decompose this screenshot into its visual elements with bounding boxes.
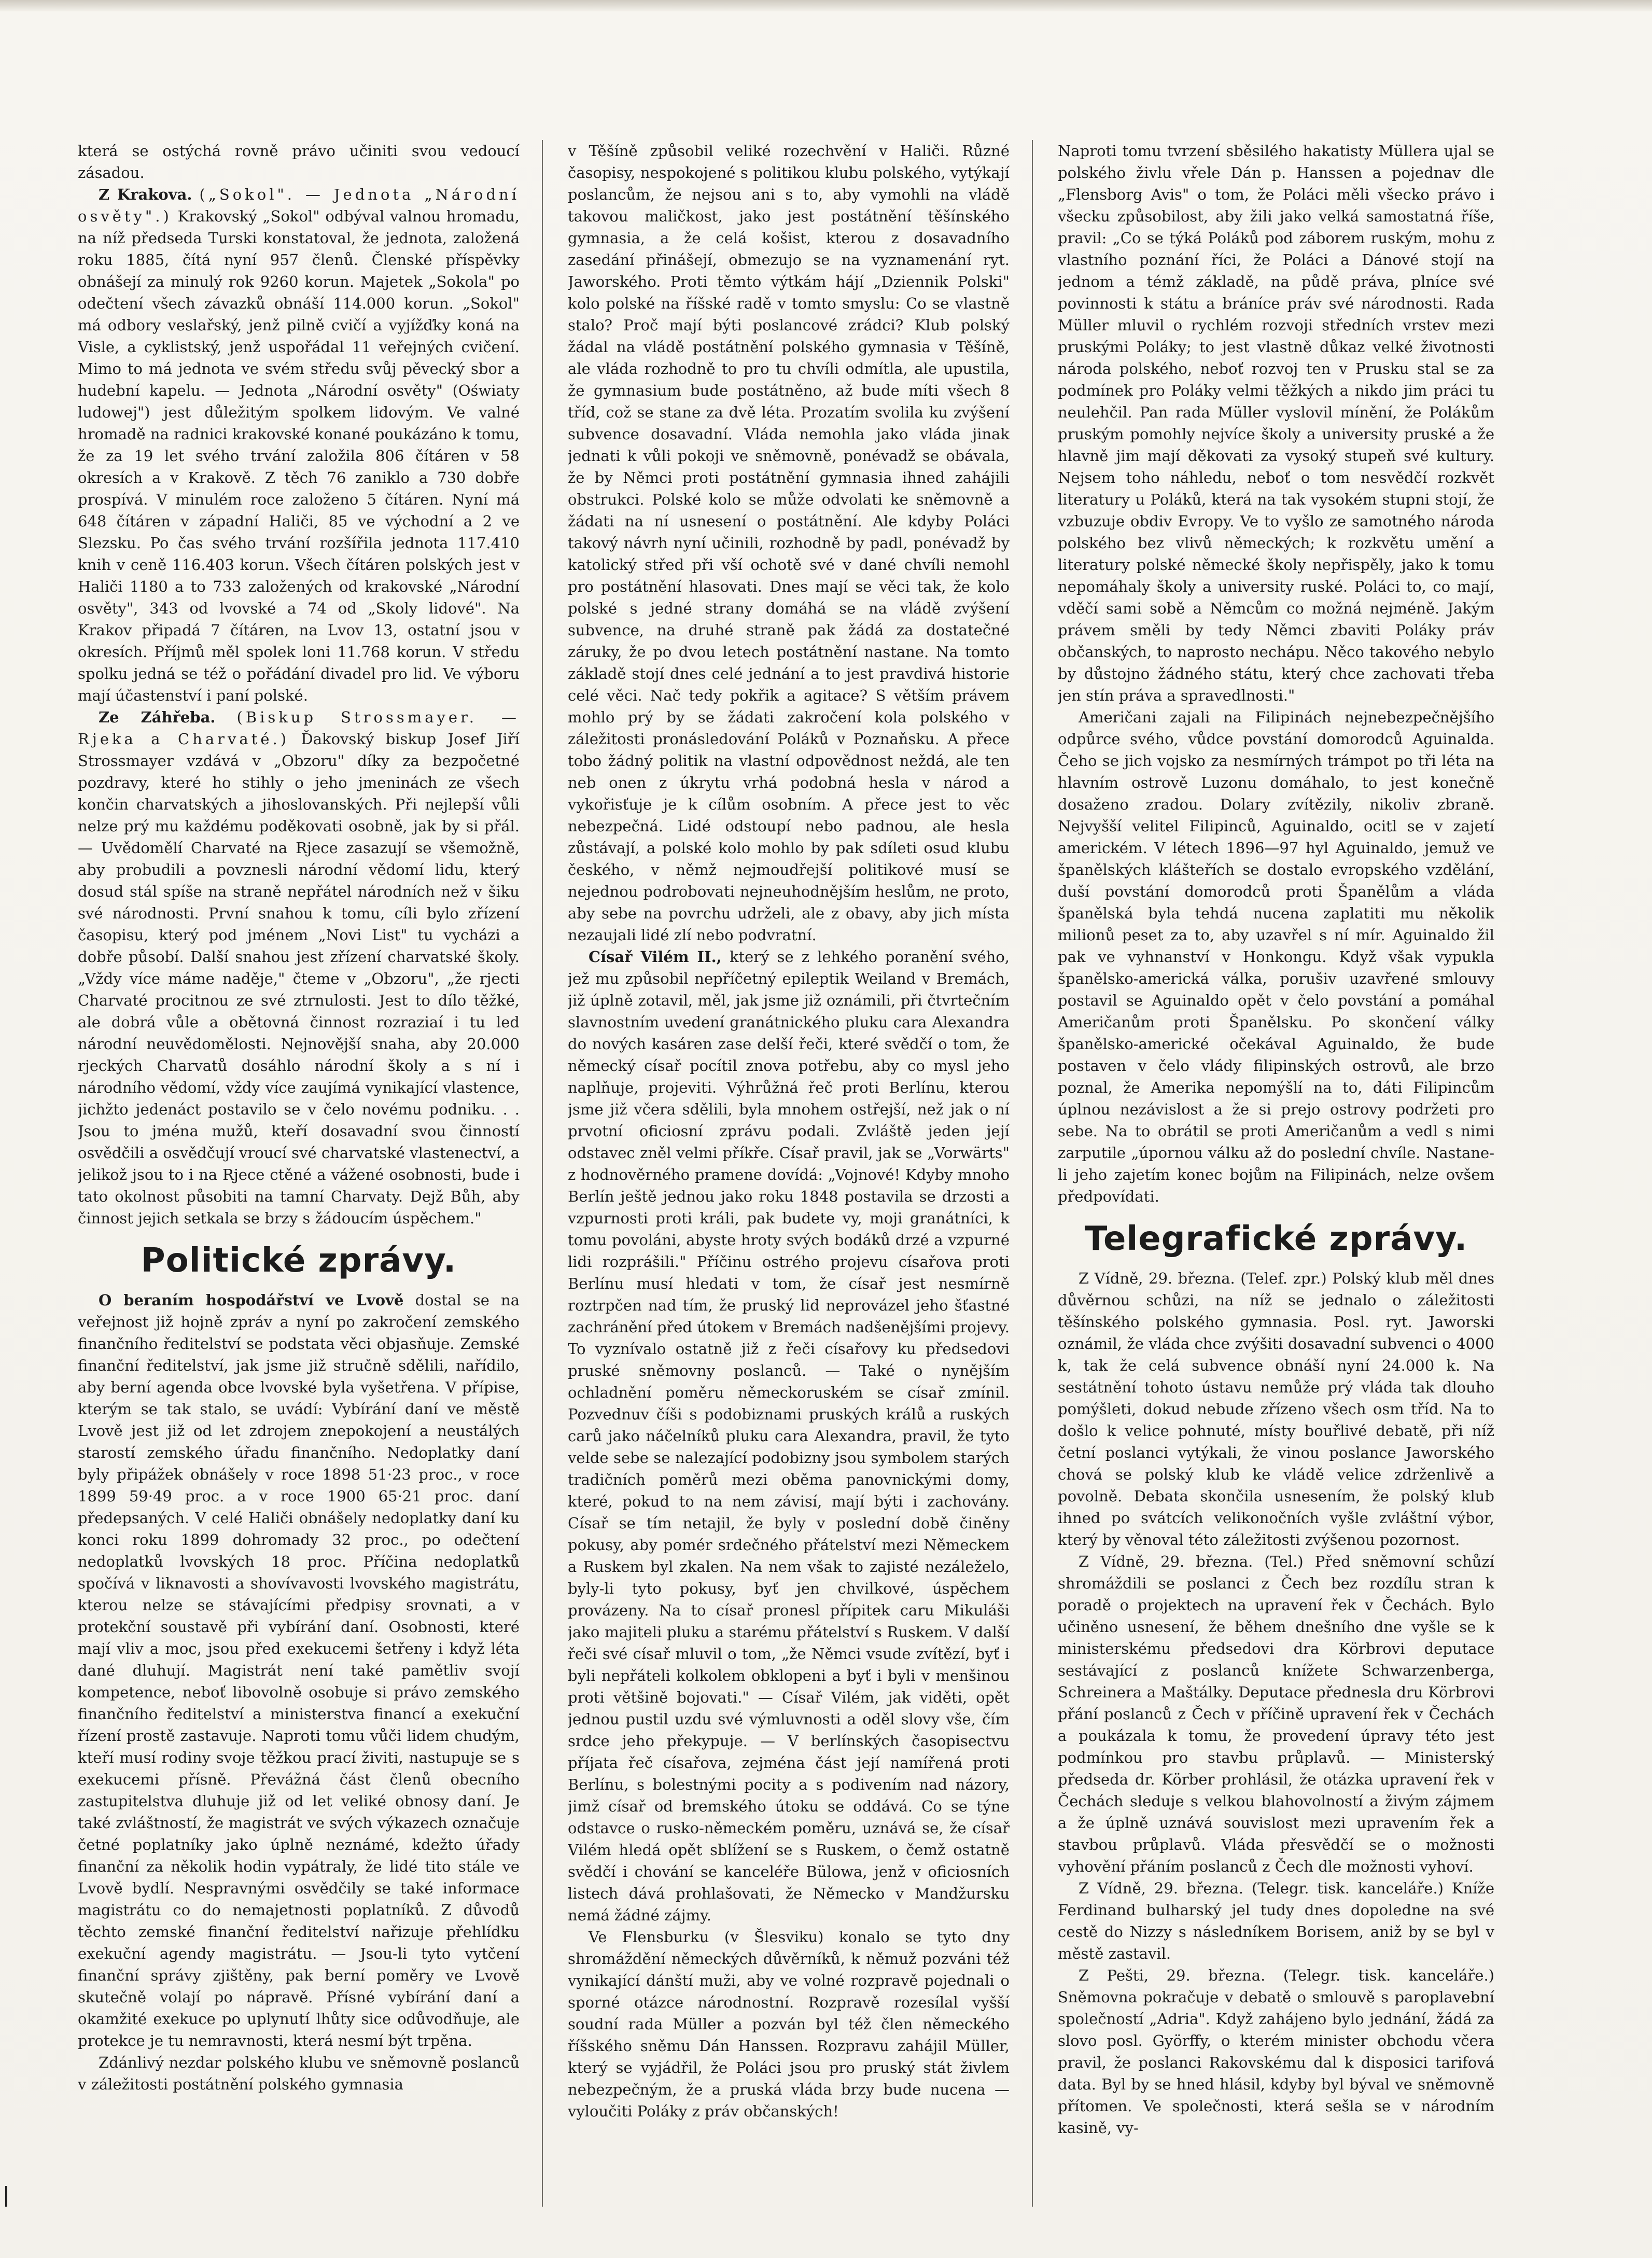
- article-body: Naproti tomu tvrzení sběsilého hakatisty Müllera ujal se polského živlu vřele Dán p. Hanssen a pojednav dle „Flensborg Avis" o tom, že Poláci měli všecko právo i všecku způsobilost, aby žili jako velká samostatná říše, pravil: „Co se týká Poláků pod záborem ruským, mohu z vlastního poznání říci, že Poláci a Dánové stojí na jednom a témž základě, na půdě práva, plníce své povinnosti k státu a bráníce práv své národnosti. Rada Müller mluvil o rychlém rozvoji středních vrstev mezi pruskými Poláky; to jest vlastně důkaz velké životnosti národa polského, neboť rozvoj ten v Prusku stal se za podmínek pro Poláky velmi těžkých a nikdo jim práci tu neulehčil. Pan rada Müller vyslovil mínění, že Polákům pruským pomohly nejvíce školy a university pruské a že hlavně jim mají děkovati za vysoký stupeň své kultury. Nejsem toho náhledu, neboť o tom nesvědčí rozkvět literatury u Poláků, která na tak vysokém stupni stojí, že vzbuzuje obdiv Evropy. Ve to vyšlo ze samotného národa polského bez vlivů německých; k rozkvětu umění a literatury polské německé školy nepřispěly, jako k tomu nepomáhaly školy a university ruské. Poláci to, co mají, vděčí sami sobě a Němcům co možná nejméně. Jakým právem směli by tedy Němci zbaviti Poláky práv občanských, to naprosto nechápu. Něco takového nebylo by důstojno žádného státu, který chce zachovati třeba jen stín práva a spravedlnosti.": [1058, 142, 1494, 704]
- article-body: Krakovský „Sokol" odbýval valnou hromadu, na níž předseda Turski konstatoval, že jednota, založená roku 1885, čítá nyní 957 členů. Členské příspěvky obnášejí za minulý rok 9260 korun. Majetek „Sokola" po odečtení všech závazků obnáší 114.000 korun. „Sokol" má odbory veslařský, jenž pilně cvičí a vyjížďky koná na Visle, a cyklistský, jenž uspořádal 11 veřejných cvičení. Mimo to má jednota ve svém středu svůj pěvecký sbor a hudební kapelu. — Jednota „Národní osvěty" (Oświaty ludowej") jest důležitým spolkem lidovým. Ve valné hromadě na radnici krakovské konané poukázáno k tomu, že za 19 let svého trvání založila 806 čítáren v 58 okresích a v Krakově. Z těch 76 zaniklo a 730 dobře prospívá. V minulém roce založeno 5 čítáren. Nyní má 648 čítáren v západní Haliči, 85 ve východní a 2 ve Slezsku. Po čas svého trvání rozšířila jednota 117.410 knih v ceně 116.403 korun. Všech čítáren polských jest v Haliči 1180 a to 733 založených od krakovské „Národní osvěty", 343 od lvovské a 74 od „Skoly lidové". Na Krakov připadá 7 čítáren, na Lvov 13, ostatní jsou v okresích. Příjmů měl spolek loni 11.768 korun. V středu spolku jedná se též o pořádání divadel pro lid. Ve výboru mají účastenství i paní polské.: [78, 207, 520, 704]
- telegram: Z Vídně, 29. března. (Telegr. tisk. kanceláře.) Kníže Ferdinand bulharský jel tudy dnes dopoledne na své cestě do Nizzy s následníkem Borisem, aniž by se byl v městě zastavil.: [1058, 1879, 1494, 1962]
- telegram: Z Vídně, 29. března. (Telef. zpr.) Polský klub měl dnes důvěrnou schůzi, na níž se jednalo o záležitosti těšínského polského gymnasia. Posl. ryt. Jaworski oznámil, že vláda chce zvýšiti dosavadní subvenci o 4000 k, tak že celá subvence obnáší nyní 24.000 k. Na sestátnění tohoto ústavu nemůže prý vláda tak dlouho pomýšleti, dokud nebude zřízeno všech osm tříd. Na to došlo k velice pohnuté, místy bouřlivé debatě, při níž četní poslanci vytýkali, že vinou poslance Jaworského chová se polský klub ke vládě velice zdrženlivě a povolně. Debata skončila usnesením, že polský klub ihned po svátcích velikonočních vyšle zvláštní výbor, který by věnoval této záležitosti zvýšenou pozornost.: [1058, 1270, 1494, 1549]
- page-top-edge: [0, 0, 1652, 11]
- column-right: [1058, 140, 1494, 2209]
- article-lead: Ze Záhřeba.: [99, 708, 216, 726]
- article-lead: Z Krakova.: [99, 186, 192, 203]
- article-lead: Císař Vilém II.,: [589, 948, 722, 966]
- article-lead: O beraním hospodářství ve Lvově: [99, 1291, 404, 1309]
- article-flensburg: Ve Flensburku (v Šlesviku) konalo se tyto dny shromáždění německých důvěrníků, k němuž pozváni též vynikající dánští muži, aby ve volné rozpravě pojednali o sporné otázce národnostní. Rozpravě rozesílal vyšší soudní rada Müller a pozván byl též člen německého říšského sněmu Dán Hanssen. Rozpravu zahájil Müller, který se vyjádřil, že Poláci jsou pro pruský stát živlem nebezpečným, že a pruská vláda brzy bude nucena — vyloučiti Poláky z práv občanských!: [568, 1928, 1010, 2120]
- telegram: Z Pešti, 29. března. (Telegr. tisk. kanceláře.) Sněmovna pokračuje v debatě o smlouvě s paroplavební společností „Adria". Když zahájeno bylo jednání, žádá za slovo posl. Györffy, o kterém minister obchodu včera pravil, že poslanci Rakovskému dal k disposici tarifová data. Byl by se hned hlásil, kdyby byl býval ve sněmovně přítomen. Ve společnosti, která sešla se v národním kasině, vy-: [1058, 1967, 1494, 2137]
- article-body: v Těšíně způsobil veliké rozechvění v Haliči. Různé časopisy, nespokojené s politikou klubu polského, vytýkají poslancům, že nejsou ani s to, aby vymohli na vládě takovou maličkost, jako jest postátnění těšínského gymnasia, a že celá košist, kterou z dosavadního zasedání přinášejí, obmezujo se na vyznamenání ryt. Jaworského. Proti těmto výtkám hájí „Dziennik Polski" kolo polské na říšské radě v tomto smyslu: Co se vlastně stalo? Proč mají býti poslancové zrádci? Klub polský žádal na vládě postátnění polského gymnasia v Těšíně, ale vláda rozhodně to pro tu chvíli odmítla, ale upustila, že gymnasium bude postátněno, až bude míti všech 8 tříd, což se stane za dvě léta. Prozatím svolila ku zvýšení subvence dosavadní. Vláda nemohla jako vláda jinak jednati k vůli pokoji ve sněmovně, ponévadž se obávala, že by Němci proti postátnění gymnasia ihned zahájili obstrukci. Polské kolo se může odvolati ke sněmovně a žádati na ní usnesení o postátnění. Ale kdyby Poláci takový návrh nyní učinili, rozhodně by padl, ponévadž by katolický střed při vší ochotě své v dané chvíli nemohl pro postátnění hlasovati. Dnes mají se věci tak, že kolo polské s jedné strany domáhá se na vládě zvýšení subvence, na druhé straně pak žádá za dostatečné záruky, že po dvou letech postátnění nastane. Na tomto základě stojí dnes celé jednání a to jest pravdivá historie celé věci. Nač tedy pokřik a agitace? S větším právem mohlo prý by se žádati zakročení kola polského v záležitosti pronásledování Poláků v Poznaňsku. A přece tobo žádný politik na vlastní odpovědnost neždá, ale ten neb onen z úkrytu vrhá podobná hesla v národ a vykořisťuje je k cílům osobním. A přece jest to věc nebezpečná. Lidé odstoupí nebo padnou, ale hesla zůstávají, a polské kolo mohlo by pak sdíleti osud klubu českého, v němž nejmoudřejší politikové musí se nejednou podrobovati nejneuhodnějším heslům, ne proto, aby sebe na povrchu udrželi, ale z obavy, aby jich místa nezaujali lidé zlí nebo podvratní.: [568, 142, 1010, 944]
- article-body: dostal se na veřejnost již hojně zpráv a nyní po zakročení zemského finančního ředitelství se podstata věci objasňuje. Zemské finanční ředitelství, jak jsme již stručně sdělili, nařídilo, aby berní agenda obce lvovské byla vyšetřena. V přípise, kterým se tak stalo, se uvádí: Vybírání daní ve městě Lvově jest již od let zdrojem znepokojení a neustálých starostí zemského úřadu finančního. Nedoplatky daní byly připážek obnášely v roce 1898 51·23 proc., v roce 1899 59·49 proc. a v roce 1900 65·21 proc. daní předepsaných. V celé Haliči obnášely nedoplatky daní ku konci roku 1899 dohromady 32 proc., po odečtení nedoplatků lvovských 18 proc. Příčina nedoplatků spočívá v liknavosti a shovívavosti lvovského magistrátu, kterou nelze se stávajícími předpisy srovnati, a v protekční soustavě při vybírání daní. Osobnosti, které mají vliv a moc, jsou před exekucemi šetřeny i když léta dané dluhují. Magistrát není také pamětliv svojí kompetence, neboť libovolně osobuje si právo zemského finančního ředitelství a ministerstva financí a exekuční řízení prostě zastavuje. Naproti tomu vůči lidem chudým, kteří musí rodiny svoje těžkou prací živiti, nastupuje se s exekucemi přísně. Převážná část členů obecního zastupitelstva dluhuje již od let veliké obnosy daní. Je také zvláštností, že magistrát ve svých výkazech označuje četné poplatníky jako úplně neznámé, kdežto úřady finanční za několik hodin vypátraly, že lidé tito stále ve Lvově bydlí. Nespravnými osvědčily se také informace magistrátu co do nemajetnosti poplatníků. Z důvodů těchto zemské finanční ředitelství nařizuje přehlídku exekuční agendy magistrátu. — Jsou-li tyto vytčení finanční správy zjištěny, pak berní poměry ve Lvově skutečně volají po nápravě. Přísné vybírání daní a okamžité exekuce po uplynutí lhůty sice odůvodňuje, ale protekce je tu nemravnosti, která nesmí být trpěna.: [78, 1291, 520, 2050]
- section-heading: Politické zprávy.: [141, 1242, 457, 1280]
- section-heading: Telegrafické zprávy.: [1084, 1220, 1468, 1258]
- article-zahreb: [78, 706, 520, 1229]
- telegram: Z Vídně, 29. března. (Tel.) Před sněmovní schůzí shromáždili se poslanci z Čech bez rozdílu stran k poradě o projektech na upravení řek v Čechách. Bylo učiněno usnesení, že během dnešního dne vyšle se k ministerskému předsedovi dra Körbrovi deputace sestávající z poslanců knížete Schwarzenberga, Schreinera a Maštálky. Deputace přednesla dru Körbrovi přání poslanců z Čech v příčině upravení řek v Čechách a poukázala k tomu, že provedení úpravy této jest podmínkou pro stavbu průplavů. — Ministerský předseda dr. Körber prohlásil, že otázka upravení řek v Čechách sleduje s velkou blahovolností a živým zájmem a že úplně uznává souvislost mezi upravením řek a stavbou průplavů. Vláda přesvědčí se o možnosti vyhovění přáním poslanců z Čech dle možnosti vyhoví.: [1058, 1553, 1494, 1875]
- article-body: Ďakovský biskup Josef Jiří Strossmayer vzdává v „Obzoru" díky za bezpočetné pozdravy, které ho stihly o jeho jmeninách ze všech končin charvatských a jihoslovanských. Při nejlepší vůli nelze prý mu každému poděkovati osobně, jak by si přál. — Uvědomělí Charvaté na Rjece zasazují se všemožně, aby probudili a povznesli národní vědomí lidu, který dosud stál spíše na straně nepřátel národních než v šiku své národnosti. První snahou k tomu, cíli bylo zřízení časopisu, který pod jménem „Novi List" tu vycházi a dobře působí. Další snahou jest zřízení charvatské školy. „Vždy více máme naděje," čteme v „Obzoru", „že rjecti Charvaté procitnou ze své ztrnulosti. Jest to dílo těžké, ale dobrá vůle a obětovná činnost rozraziaí i tu led národní neuvědomělosti. Nejnovější snaha, aby 20.000 rjeckých Charvatů dosáhlo národní školy a s ní i národního vědomí, vždy více zaujímá vynikající vlastence, jichžto jedenáct postavilo se v čelo novému podniku. . . Jsou to jména mužů, kteří dosavadní svou činností osvědčili a osvědčují vroucí své charvatské vlastenectví, a jelikož jsou to i na Rjece ctěné a vážené osobnosti, bude i tato okolnost působiti na tamní Charvaty. Dejž Bůh, aby činnost jejich setkala se brzy s žádoucím úspěchem.": [78, 730, 520, 1227]
- paragraph: která se ostýchá rovně právo učiniti svou vedoucí zásadou.: [78, 142, 520, 182]
- article-filipiny: Američani zajali na Filipinách nejnebezpečnějšího odpůrce svého, vůdce povstání domorodců Aguinalda. Čeho se jich vojsko za nesmírných trámpot po tři léta na hlavním ostrově Luzonu domáhalo, to jest konečně dosaženo zradou. Dolary zvítězily, nikoliv zbraně. Nejvyšší velitel Filipinců, Aguinaldo, ocitl se v zajetí americkém. V létech 1896—97 hyl Aguinaldo, jemuž ve španělských klášteřích se dostalo evropského vzdělání, duší povstání domorodců proti Španělům a vláda španělská byla tehdá nucena zaplatiti mu několik milionů peset za to, aby uzavřel s ní mír. Aguinaldo žil pak ve vyhnanství v Honkongu. Když však vypukla španělsko-americká válka, porušiv uzavřené smlouvy postavil se Aguinaldo opět v čelo povstání a pomáhal Američanům proti Španělsku. Po skončení války španělsko-americké očekával Aguinaldo, že bude postaven v čelo vlády filipinských ostrovů, ale brzo poznal, že Amerika nepomýšlí na to, dáti Filipincům úplnou nezávislost a že si prejo ostrovy podržeti pro sebe. Na to obrátil se proti Američanům a vedl s nimi zarputile „úpornou válku až do poslední chvíle. Nastane-li jeho zajetím konec bojům na Filipinách, nelze ovšem předpovídati.: [1058, 708, 1494, 1205]
- page-mark: [5, 2186, 7, 2207]
- article-klub: [78, 2052, 520, 2095]
- column-rule: [542, 140, 543, 2207]
- article-lvov: [78, 1289, 520, 2052]
- column-left: [78, 140, 520, 2209]
- article-body: který se z lehkého poranění svého, jež mu způsobil nepříčetný epileptik Weiland v Bremách, již úplně zotavil, měl, jak jsme již oznámili, při čtvrtečním slavnostním uvedení granátnického pluku cara Alexandra do nových kasáren zase delší řeči, které svědčí o tom, že německý císař pocítil znova potřebu, aby co mysl jeho naplňuje, projeviti. Výhrůžná řeč proti Berlínu, kterou jsme již včera sdělili, byla mnohem ostřejší, než jak o ní prvotní oficiosní zprávu podali. Zvláště jeden její odstavec zněl velmi příkře. Císař pravil, jak se „Vorwärts" z hodnověrného pramene dovídá: „Vojnové! Kdyby mnoho Berlín ještě jednou jako roku 1848 postavila se drzosti a vzpurnosti proti králi, pak budete vy, moji granátníci, k tomu povoláni, abyste hroty svých bodáků drzé a vzpurné lidi rozprášili." Příčinu ostrého projevu císařova proti Berlínu musí hledati v tom, že císař jest nesmírně roztrpčen nad tím, že pruský lid neprovázel jeho šťastné zachránění před útokem v Bremách nadšenějšími projevy. To vyznívalo ostatně již z řeči císařovy ku předsedovi pruské sněmovny poslanců. — Také o nynějším ochladnění poměru německoruském se císař zmínil. Pozvednuv číši s podobiznami pruských králů a ruských carů jako náčelníků pluku cara Alexandra, pravil, že tyto velde sebe se nalezající podobizny jsou symbolem starých tradičních poměrů mezi oběma panovnickými domy, které, pokud to na nem závisí, mají býti i zachovány. Císař se tím netajil, že byly v poslední době činěny pokusy, aby pomér srdečného přátelství mezi Německem a Ruskem byl zkalen. Na nem však to zajisté nezáleželo, byly-li tyto pokusy, byť jen chvilkové, úspěchem provázeny. Na to císař pronesl přípitek caru Mikuláši jako majiteli pluku a starému přátelství s Ruskem. V další řeči své císař mluvil o tom, „že Němci vsude zvítězí, byť i byli nepřáteli kolkolem obklopeni a byť i byli v menšinou proti většině bojovati." — Císař Vilém, jak viděti, opět jednou pustil uzdu své výmluvnosti a oděl slovy vše, čím srdce jeho překypuje. — V berlínských časopisectvu příjata řeč císařova, zejména část její namířená proti Berlínu, s bolestnými pocity a s podivením nad názory, jimž císař od bremského útoku se oddává. Co se týne odstavce o rusko-německém poměru, uznává se, že císař Vilém hledá opět sblížení se s Ruskem, o čemž ostatně svědčí i chování se kanceléře Bülowa, jenž v oficiosních listech dává prohlašovati, že Německo v Mandžursku nemá žádné zájmy.: [568, 948, 1010, 1924]
- article-kaiser: [568, 946, 1010, 1926]
- article-subtitle: („Sokol". — Jednota „Národní osvěty".): [78, 186, 520, 225]
- article-krakov: [78, 184, 520, 706]
- column-rule: [1032, 140, 1033, 2207]
- article-body: Zdánlivý nezdar polského klubu ve sněmovně poslanců v záležitosti postátnění polského gymnasia: [78, 2054, 520, 2093]
- article-subtitle: (Biskup Strossmayer. — Rjeka a Charvaté.): [78, 708, 520, 748]
- column-middle: [568, 140, 1010, 2209]
